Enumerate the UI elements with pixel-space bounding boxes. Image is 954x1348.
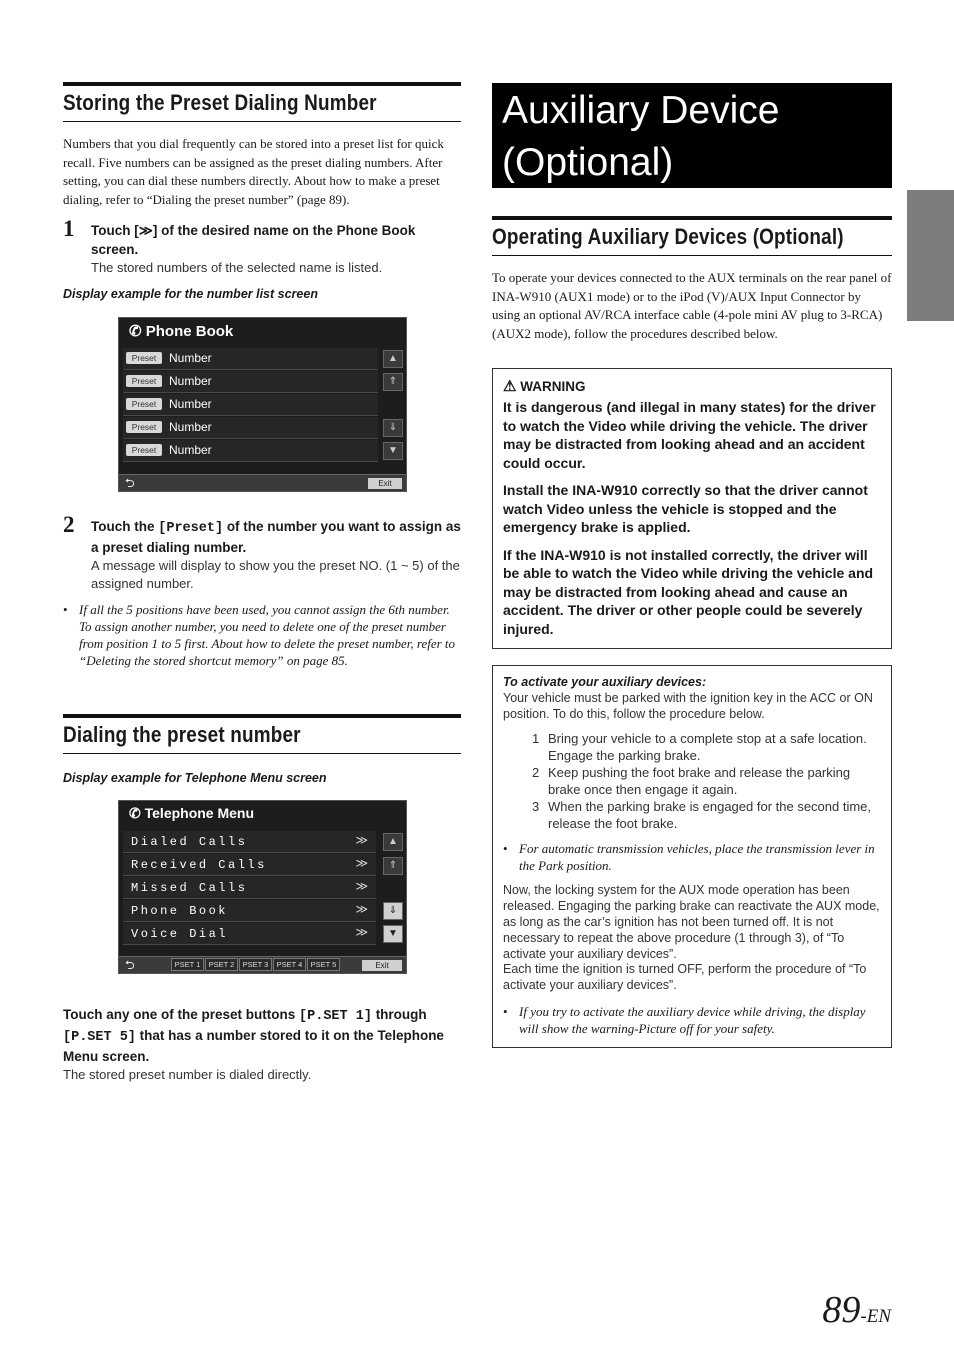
chapter-title-line-2: (Optional) xyxy=(502,141,674,184)
step-2-number: 2 xyxy=(63,512,75,537)
scroll-up-icon[interactable]: ▲ xyxy=(383,350,403,368)
pset-5-button[interactable]: PSET 5 xyxy=(307,958,340,971)
list-item[interactable] xyxy=(123,440,378,462)
row-number: Number xyxy=(169,443,212,457)
dialing-instruction-title xyxy=(63,1005,461,1066)
page-number xyxy=(822,1288,891,1332)
instr-mid: through xyxy=(371,1007,427,1022)
info-para-2: Each time the ignition is turned OFF, perform the procedure of “To activate your auxiliary devices”. xyxy=(503,962,867,993)
chapter-banner xyxy=(492,83,892,188)
list-item[interactable] xyxy=(123,348,378,370)
page-up-icon[interactable]: ⇑ xyxy=(383,857,403,875)
pset5-label: [P.SET 5] xyxy=(63,1030,136,1045)
storing-heading-block xyxy=(63,82,461,122)
menu-item-label: Received Calls xyxy=(131,858,267,872)
caption-number-list: Display example for the number list screen xyxy=(63,286,318,301)
note-text: If all the 5 positions have been used, you cannot assign the 6th number. To assign another number, you need to delete one of the preset number from position 1 to 5 first. About how to delete the preset number, refer to “Deleting the stored shortcut memory” on page 85. xyxy=(79,602,456,668)
activation-step xyxy=(503,764,881,798)
operating-intro: To operate your devices connected to the AUX terminals on the rear panel of INA-W910 (AUX1 mode) or to the iPod (V)/AUX Input Connector by using an optional AV/RCA interface cable (4-pole mini AV plug to 3-RCA) (AUX2 mode), follow the procedures described below. xyxy=(492,270,892,341)
dialing-heading: Dialing the preset number xyxy=(63,722,301,747)
telephone-menu-title-text: Telephone Menu xyxy=(144,805,255,821)
screen-bottom-bar xyxy=(119,474,406,491)
menu-item-missed-calls[interactable] xyxy=(123,877,376,899)
menu-item-phone-book[interactable] xyxy=(123,900,376,922)
storing-intro: Numbers that you dial frequently can be stored into a preset list for quick recall. Five numbers can be assigned as the preset dialing numbers. After setting, you can dial these numbers directly. About how to make a preset dialing, refer to “Dialing the preset number” (page 89). xyxy=(63,136,444,207)
menu-item-voice-dial[interactable] xyxy=(123,923,376,945)
step-index: 2 xyxy=(532,765,540,781)
bullet-dot: • xyxy=(63,602,68,617)
step-2-block xyxy=(63,512,461,669)
step-2-desc: A message will display to show you the preset NO. (1 ~ 5) of the assigned number. xyxy=(91,558,460,591)
step-2-title xyxy=(91,517,461,557)
activation-info-box xyxy=(492,665,892,1048)
note-text: If you try to activate the auxiliary device while driving, the display will show the warning-Picture off for your safety. xyxy=(519,1003,866,1036)
dialing-instruction-desc: The stored preset number is dialed directly. xyxy=(63,1067,312,1082)
page-suffix: -EN xyxy=(860,1306,891,1327)
activation-step xyxy=(503,798,881,832)
step-2 xyxy=(63,512,461,592)
pset-1-button[interactable]: PSET 1 xyxy=(171,958,204,971)
preset-button[interactable]: Preset xyxy=(126,352,162,364)
page-up-icon[interactable]: ⇑ xyxy=(383,373,403,391)
warning-header xyxy=(503,377,881,395)
operating-heading: Operating Auxiliary Devices (Optional) xyxy=(492,224,844,249)
caption-telephone-menu: Display example for Telephone Menu screen xyxy=(63,771,327,785)
warning-para-2: Install the INA-W910 correctly so that the driver cannot watch Video unless the vehicle is stopped and the emergency brake is applied. xyxy=(503,482,868,535)
step-1-title-pre: Touch [ xyxy=(91,223,139,238)
warning-box xyxy=(492,368,892,649)
row-number: Number xyxy=(169,374,212,388)
chapter-side-tab xyxy=(907,190,954,321)
chevron-right-icon: ≫ xyxy=(355,925,368,939)
menu-item-received-calls[interactable] xyxy=(123,854,376,876)
note-driving-warning xyxy=(503,1003,881,1037)
preset-button-label: [Preset] xyxy=(158,521,224,536)
phone-icon: ✆ xyxy=(129,805,141,821)
phone-book-title xyxy=(129,322,233,340)
info-title: To activate your auxiliary devices: xyxy=(503,675,707,689)
step-2-title-pre: Touch the xyxy=(91,519,159,534)
page-down-icon[interactable]: ⇓ xyxy=(383,419,403,437)
back-arrow-icon[interactable]: ⮌ xyxy=(125,958,135,972)
pset-2-button[interactable]: PSET 2 xyxy=(205,958,238,971)
step-1-number: 1 xyxy=(63,216,75,241)
operating-heading-block xyxy=(492,216,892,256)
chevron-right-icon: ≫ xyxy=(138,223,153,238)
chapter-title-line-1: Auxiliary Device xyxy=(502,89,780,132)
exit-button[interactable]: Exit xyxy=(368,478,402,489)
warning-para-1: It is dangerous (and illegal in many states) for the driver to watch the Video while driving the vehicle. The driver may be distracted from looking ahead and an accident could occur. xyxy=(503,399,876,471)
chevron-right-icon: ≫ xyxy=(355,879,368,893)
note-six-positions xyxy=(63,601,461,669)
info-intro: Your vehicle must be parked with the ignition key in the ACC or ON position. To do this, follow the procedure below. xyxy=(503,690,873,721)
bullet-dot: • xyxy=(503,841,508,857)
preset-button[interactable]: Preset xyxy=(126,375,162,387)
right-column xyxy=(492,83,892,1048)
scroll-up-icon[interactable]: ▲ xyxy=(383,833,403,851)
activation-steps xyxy=(503,730,881,832)
dialing-instruction xyxy=(63,1005,461,1084)
instr-pre: Touch any one of the preset buttons xyxy=(63,1007,300,1022)
note-automatic-transmission xyxy=(503,840,881,874)
instr-post: that has a number stored to it on the Telephone Menu screen. xyxy=(63,1028,444,1064)
step-text: When the parking brake is engaged for the second time, release the foot brake. xyxy=(548,799,872,832)
pset1-label: [P.SET 1] xyxy=(299,1009,372,1024)
note-text: For automatic transmission vehicles, place the transmission lever in the Park position. xyxy=(519,841,875,874)
info-para-1: Now, the locking system for the AUX mode operation has been released. Engaging the parking brake can reactivate the AUX mode, as long as the car’s ignition has not been turned off. It is not necessary to repeat the above procedure (1 through 3), of “To activate your auxiliary devices”. xyxy=(503,883,880,961)
list-item[interactable] xyxy=(123,371,378,393)
step-text: Bring your vehicle to a complete stop at a safe location. Engage the parking brake. xyxy=(548,731,867,764)
telephone-menu-screen xyxy=(118,800,407,974)
row-number: Number xyxy=(169,351,212,365)
warning-label: WARNING xyxy=(520,379,586,394)
bullet-dot: • xyxy=(503,1003,508,1019)
menu-item-label: Dialed Calls xyxy=(131,835,248,849)
telephone-menu-title xyxy=(129,805,254,822)
menu-item-label: Phone Book xyxy=(131,904,229,918)
step-1-desc: The stored numbers of the selected name is listed. xyxy=(91,260,383,275)
exit-button[interactable]: Exit xyxy=(362,960,402,971)
step-1-title xyxy=(91,221,461,259)
list-item[interactable] xyxy=(123,417,378,439)
left-column xyxy=(63,82,461,301)
pset-4-button[interactable]: PSET 4 xyxy=(273,958,306,971)
step-index: 1 xyxy=(532,731,540,747)
step-text: Keep pushing the foot brake and release the parking brake once then engage it again. xyxy=(548,765,851,798)
warning-triangle-icon: ⚠ xyxy=(503,378,517,395)
step-1 xyxy=(63,216,461,277)
row-number: Number xyxy=(169,420,212,434)
scroll-down-icon[interactable]: ▼ xyxy=(383,442,403,460)
chevron-right-icon: ≫ xyxy=(355,902,368,916)
storing-heading: Storing the Preset Dialing Number xyxy=(63,90,377,115)
preset-button[interactable]: Preset xyxy=(126,444,162,456)
preset-button[interactable]: Preset xyxy=(126,421,162,433)
chevron-right-icon: ≫ xyxy=(355,833,368,847)
chevron-right-icon: ≫ xyxy=(355,856,368,870)
menu-item-label: Missed Calls xyxy=(131,881,248,895)
preset-button[interactable]: Preset xyxy=(126,398,162,410)
back-arrow-icon[interactable]: ⮌ xyxy=(125,476,135,490)
page-number-value: 89 xyxy=(822,1289,861,1331)
step-1-title-post: ] of the desired name on the Phone Book screen. xyxy=(91,223,416,257)
dialing-heading-block xyxy=(63,714,461,754)
page-down-icon[interactable]: ⇓ xyxy=(383,902,403,920)
list-item[interactable] xyxy=(123,394,378,416)
step-index: 3 xyxy=(532,799,540,815)
step-2-title-post: of the number you want to assign as a preset dialing number. xyxy=(91,519,461,555)
pset-3-button[interactable]: PSET 3 xyxy=(239,958,272,971)
phone-book-screen xyxy=(118,317,407,492)
activation-step xyxy=(503,730,881,764)
phone-book-title-text: Phone Book xyxy=(145,323,234,340)
scroll-down-icon[interactable]: ▼ xyxy=(383,925,403,943)
menu-item-dialed-calls[interactable] xyxy=(123,831,376,853)
menu-item-label: Voice Dial xyxy=(131,927,229,941)
row-number: Number xyxy=(169,397,212,411)
phone-icon: ✆ xyxy=(129,323,142,340)
warning-para-3: If the INA-W910 is not installed correctly, the driver will be able to watch the Video while driving the vehicle and may be distracted from looking ahead and cause an accident. The driver or other people could be severely injured. xyxy=(503,546,874,637)
dialing-section xyxy=(63,714,461,785)
screen-bottom-bar xyxy=(119,956,406,973)
